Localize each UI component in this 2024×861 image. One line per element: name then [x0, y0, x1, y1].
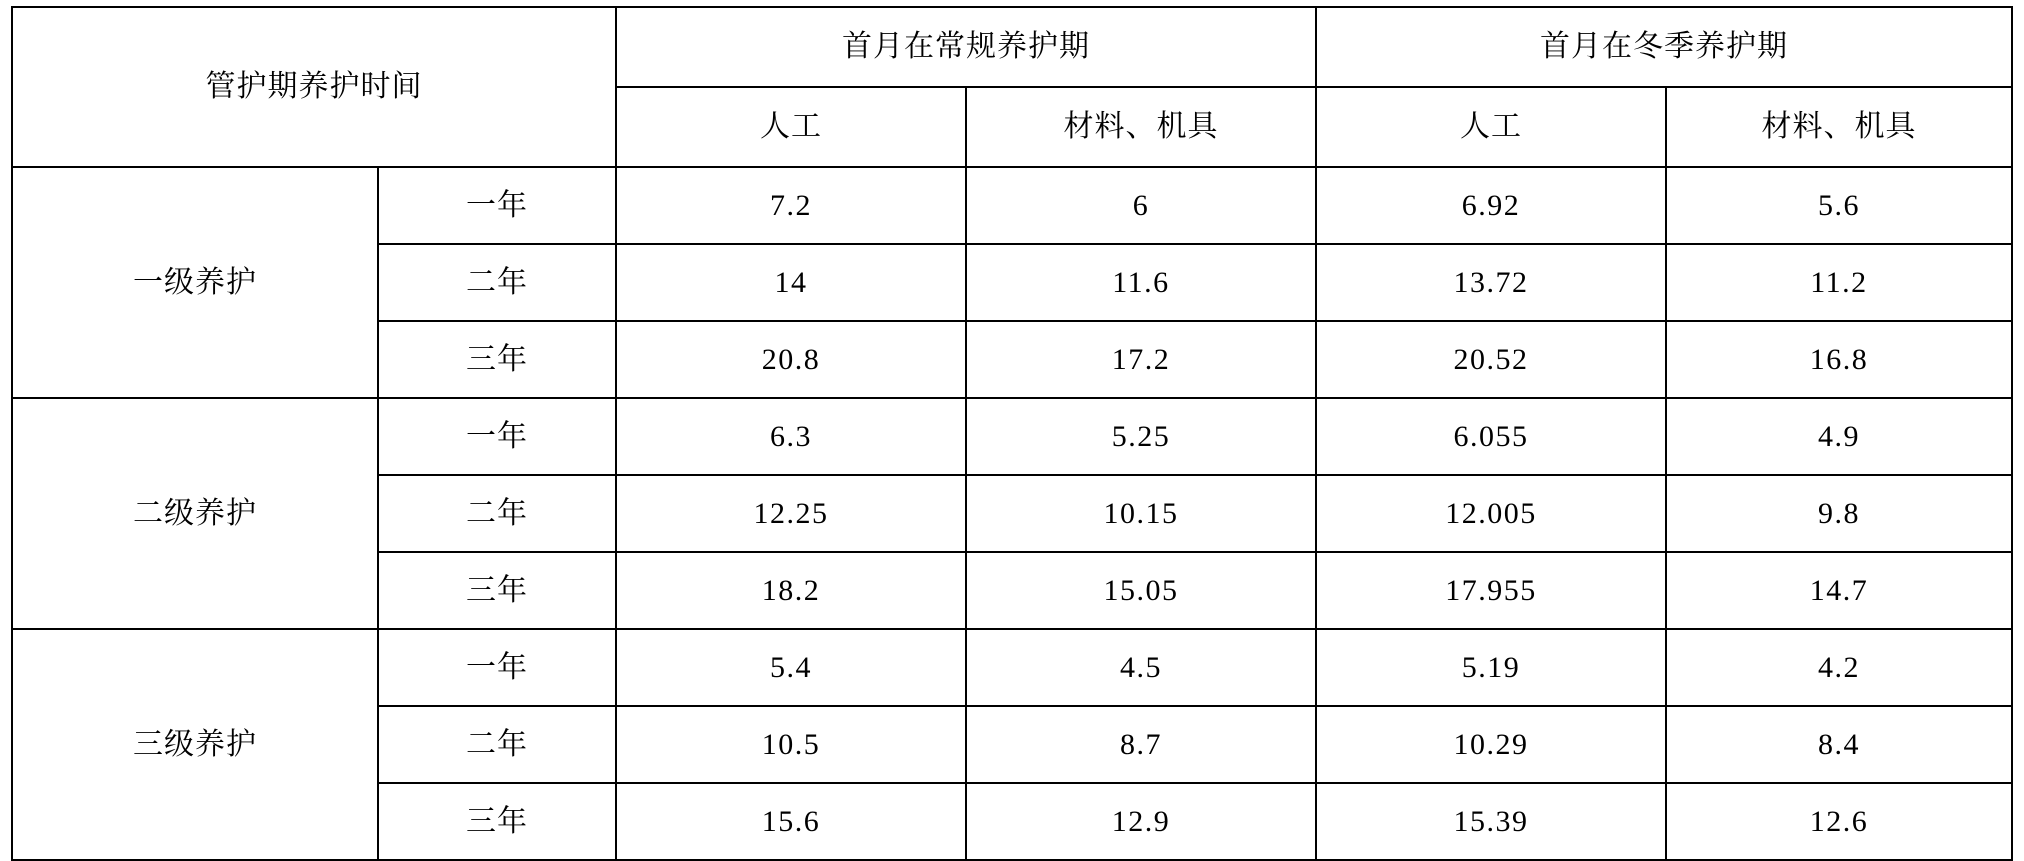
cell-value: 6.92 — [1316, 167, 1666, 244]
cell-value: 9.8 — [1666, 475, 2012, 552]
cell-value: 14.7 — [1666, 552, 2012, 629]
cell-value: 5.19 — [1316, 629, 1666, 706]
cell-value: 5.6 — [1666, 167, 2012, 244]
cell-value: 20.52 — [1316, 321, 1666, 398]
cell-value: 17.955 — [1316, 552, 1666, 629]
cell-value: 10.5 — [616, 706, 966, 783]
table-row — [12, 167, 2012, 244]
cell-value: 12.6 — [1666, 783, 2012, 860]
cell-value: 15.05 — [966, 552, 1316, 629]
cell-value: 12.005 — [1316, 475, 1666, 552]
cell-value: 6.3 — [616, 398, 966, 475]
row-year-label: 一年 — [378, 167, 616, 244]
cell-value: 10.15 — [966, 475, 1316, 552]
row-year-label: 二年 — [378, 706, 616, 783]
cell-value: 15.6 — [616, 783, 966, 860]
cell-value: 5.25 — [966, 398, 1316, 475]
cell-value: 11.6 — [966, 244, 1316, 321]
row-year-label: 二年 — [378, 475, 616, 552]
cell-value: 20.8 — [616, 321, 966, 398]
header-sub-regular-labor: 人工 — [616, 87, 966, 167]
cell-value: 12.9 — [966, 783, 1316, 860]
row-year-label: 三年 — [378, 783, 616, 860]
table-row — [12, 398, 2012, 475]
header-corner-label: 管护期养护时间 — [12, 7, 616, 167]
cell-value: 10.29 — [1316, 706, 1666, 783]
cell-value: 11.2 — [1666, 244, 2012, 321]
row-group-label-3: 三级养护 — [12, 629, 378, 860]
header-group-regular: 首月在常规养护期 — [616, 7, 1316, 87]
cell-value: 16.8 — [1666, 321, 2012, 398]
row-year-label: 三年 — [378, 552, 616, 629]
cell-value: 14 — [616, 244, 966, 321]
table-row — [12, 629, 2012, 706]
row-year-label: 二年 — [378, 244, 616, 321]
row-year-label: 一年 — [378, 398, 616, 475]
header-sub-winter-material: 材料、机具 — [1666, 87, 2012, 167]
cell-value: 4.9 — [1666, 398, 2012, 475]
row-year-label: 一年 — [378, 629, 616, 706]
row-year-label: 三年 — [378, 321, 616, 398]
cell-value: 8.4 — [1666, 706, 2012, 783]
cell-value: 6 — [966, 167, 1316, 244]
header-sub-regular-material: 材料、机具 — [966, 87, 1316, 167]
cell-value: 6.055 — [1316, 398, 1666, 475]
header-sub-winter-labor: 人工 — [1316, 87, 1666, 167]
maintenance-cost-table — [11, 6, 2013, 861]
cell-value: 4.2 — [1666, 629, 2012, 706]
table-body — [12, 167, 2012, 860]
cell-value: 12.25 — [616, 475, 966, 552]
cell-value: 8.7 — [966, 706, 1316, 783]
table-header — [12, 7, 2012, 167]
cell-value: 15.39 — [1316, 783, 1666, 860]
cell-value: 5.4 — [616, 629, 966, 706]
cell-value: 13.72 — [1316, 244, 1666, 321]
row-group-label-2: 二级养护 — [12, 398, 378, 629]
cell-value: 17.2 — [966, 321, 1316, 398]
header-group-winter: 首月在冬季养护期 — [1316, 7, 2012, 87]
cell-value: 18.2 — [616, 552, 966, 629]
cell-value: 7.2 — [616, 167, 966, 244]
row-group-label-1: 一级养护 — [12, 167, 378, 398]
cell-value: 4.5 — [966, 629, 1316, 706]
header-row-top — [12, 7, 2012, 87]
